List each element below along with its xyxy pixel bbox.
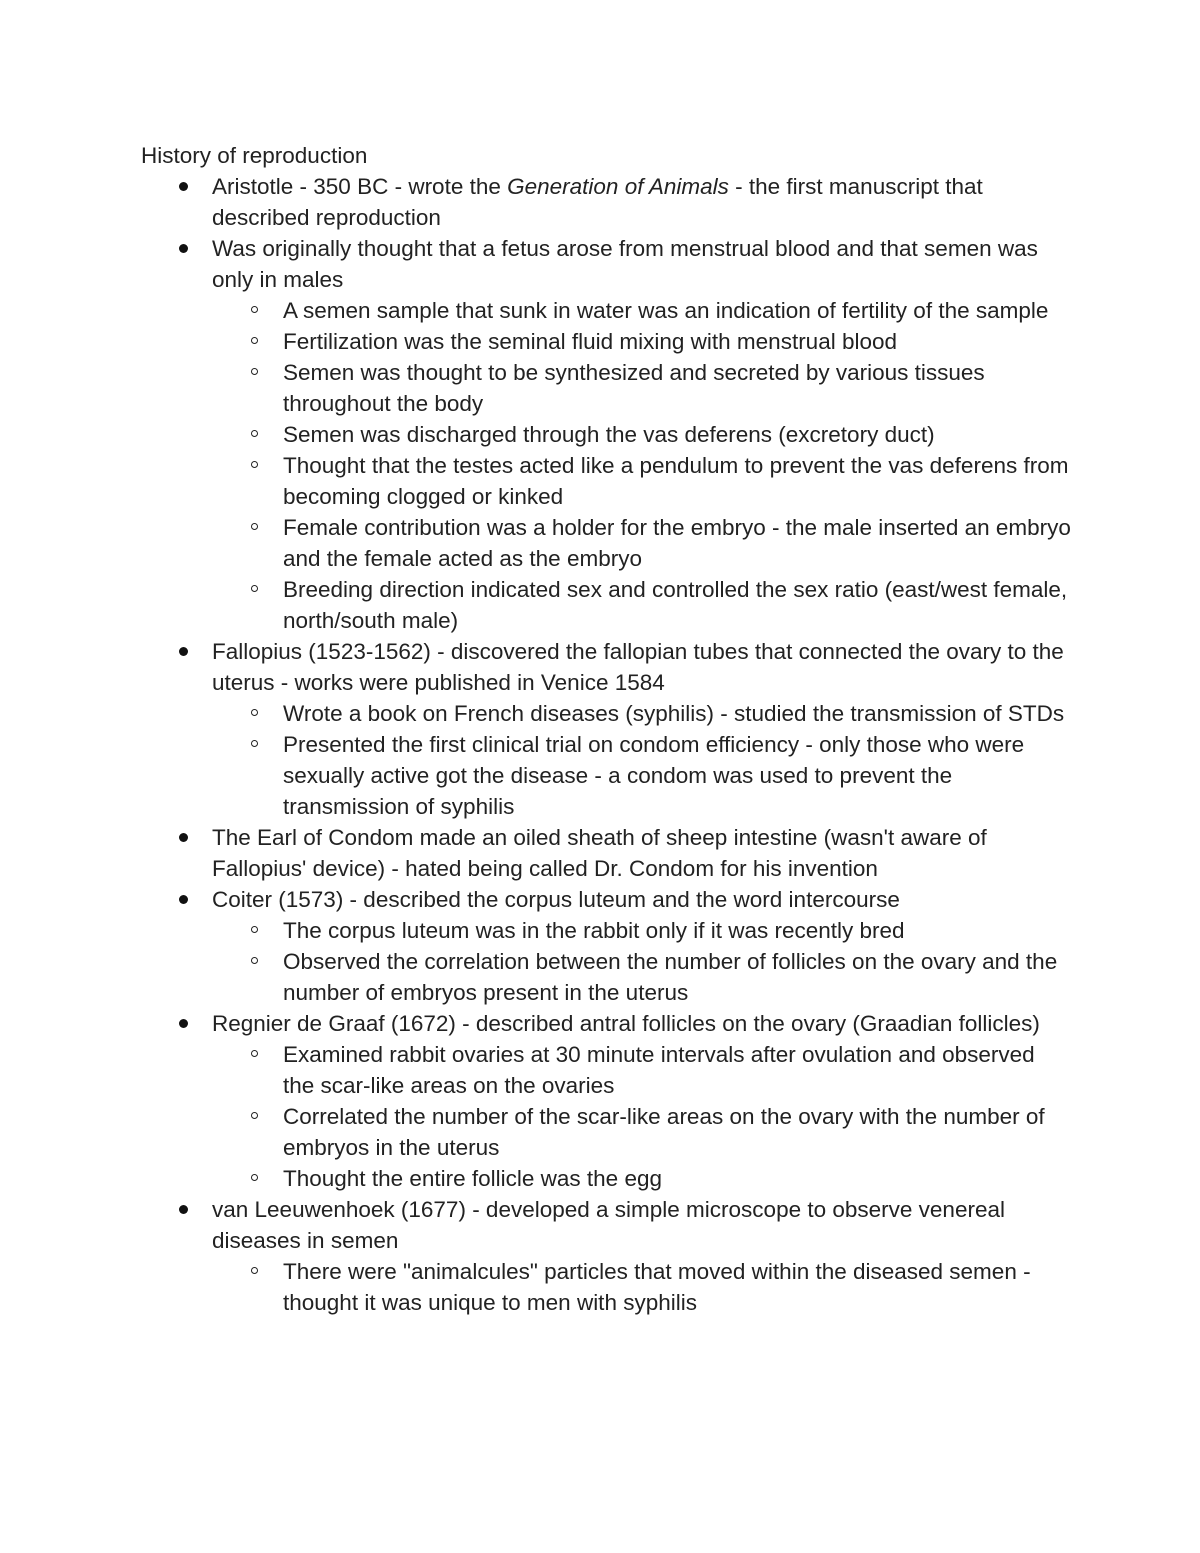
hollow-bullet-icon [251,337,258,344]
item-text: Fallopius (1523-1562) - discovered the fallopian tubes that connected the ovary to the uterus - works were published in Venice 1584 [212,639,1064,695]
sub-item-text: Female contribution was a holder for the embryo - the male inserted an embryo and the female acted as the embryo [283,515,1071,571]
item-text-after: - the first manuscript that described reproduction [212,174,983,230]
list-item [212,1194,1071,1318]
sub-list-item [283,1101,1071,1163]
sub-item-text: A semen sample that sunk in water was an indication of fertility of the sample [283,298,1049,323]
filled-bullet-icon [179,244,188,253]
hollow-bullet-icon [251,1267,258,1274]
filled-bullet-icon [179,833,188,842]
document-body [141,140,1071,1318]
sub-item-text: Semen was thought to be synthesized and secreted by various tissues throughout the body [283,360,985,416]
sub-list-item [283,946,1071,1008]
item-text: van Leeuwenhoek (1677) - developed a simple microscope to observe venereal diseases in semen [212,1197,1005,1253]
sub-item-text: There were "animalcules" particles that moved within the diseased semen - thought it was unique to men with syphilis [283,1259,1031,1315]
hollow-bullet-icon [251,740,258,747]
sub-item-text: Thought that the testes acted like a pendulum to prevent the vas deferens from becoming clogged or kinked [283,453,1069,509]
sub-item-text: Examined rabbit ovaries at 30 minute intervals after ovulation and observed the scar-like areas on the ovaries [283,1042,1035,1098]
hollow-bullet-icon [251,430,258,437]
hollow-bullet-icon [251,1112,258,1119]
hollow-bullet-icon [251,523,258,530]
filled-bullet-icon [179,182,188,191]
sub-item-text: Wrote a book on French diseases (syphilis) - studied the transmission of STDs [283,701,1065,726]
sub-list-item [283,512,1071,574]
hollow-bullet-icon [251,957,258,964]
item-text-before: Aristotle - 350 BC - wrote the [212,174,508,199]
item-text: The Earl of Condom made an oiled sheath of sheep intestine (wasn't aware of Fallopius' device) - hated being called Dr. Condom for his invention [212,825,987,881]
list-item [212,171,1071,233]
sub-item-text: Fertilization was the seminal fluid mixing with menstrual blood [283,329,898,354]
sub-item-text: Thought the entire follicle was the egg [283,1166,662,1191]
sub-list-item [283,357,1071,419]
sub-bullet-list [212,295,1071,636]
hollow-bullet-icon [251,1174,258,1181]
sub-item-text: Semen was discharged through the vas deferens (excretory duct) [283,422,935,447]
sub-list-item [283,915,1071,946]
list-item [212,636,1071,822]
hollow-bullet-icon [251,368,258,375]
item-text: Regnier de Graaf (1672) - described antral follicles on the ovary (Graadian follicles) [212,1011,1040,1036]
page-title: History of reproduction [141,143,368,168]
sub-list-item [283,1039,1071,1101]
sub-bullet-list [212,1039,1071,1194]
sub-list-item [283,326,1071,357]
sub-list-item [283,419,1071,450]
hollow-bullet-icon [251,926,258,933]
sub-list-item [283,1256,1071,1318]
sub-list-item [283,1163,1071,1194]
filled-bullet-icon [179,647,188,656]
sub-list-item [283,698,1071,729]
list-item [212,884,1071,1008]
sub-item-text: Breeding direction indicated sex and controlled the sex ratio (east/west female, north/south male) [283,577,1068,633]
sub-bullet-list [212,1256,1071,1318]
hollow-bullet-icon [251,709,258,716]
sub-bullet-list [212,915,1071,1008]
sub-list-item [283,295,1071,326]
hollow-bullet-icon [251,461,258,468]
main-bullet-list [141,171,1071,1318]
sub-item-text: Presented the first clinical trial on condom efficiency - only those who were sexually active got the disease - a condom was used to prevent the transmission of syphilis [283,732,1025,819]
list-item [212,822,1071,884]
book-title: Generation of Animals [507,174,729,199]
list-item [212,233,1071,636]
sub-item-text: Correlated the number of the scar-like areas on the ovary with the number of embryos in the uterus [283,1104,1045,1160]
sub-item-text: The corpus luteum was in the rabbit only if it was recently bred [283,918,905,943]
filled-bullet-icon [179,1019,188,1028]
sub-bullet-list [212,698,1071,822]
sub-item-text: Observed the correlation between the number of follicles on the ovary and the number of embryos present in the uterus [283,949,1058,1005]
sub-list-item [283,729,1071,822]
hollow-bullet-icon [251,306,258,313]
sub-list-item [283,574,1071,636]
filled-bullet-icon [179,1205,188,1214]
item-text: Was originally thought that a fetus arose from menstrual blood and that semen was only in males [212,236,1038,292]
list-item [212,1008,1071,1194]
item-text: Coiter (1573) - described the corpus luteum and the word intercourse [212,887,900,912]
hollow-bullet-icon [251,585,258,592]
hollow-bullet-icon [251,1050,258,1057]
sub-list-item [283,450,1071,512]
filled-bullet-icon [179,895,188,904]
